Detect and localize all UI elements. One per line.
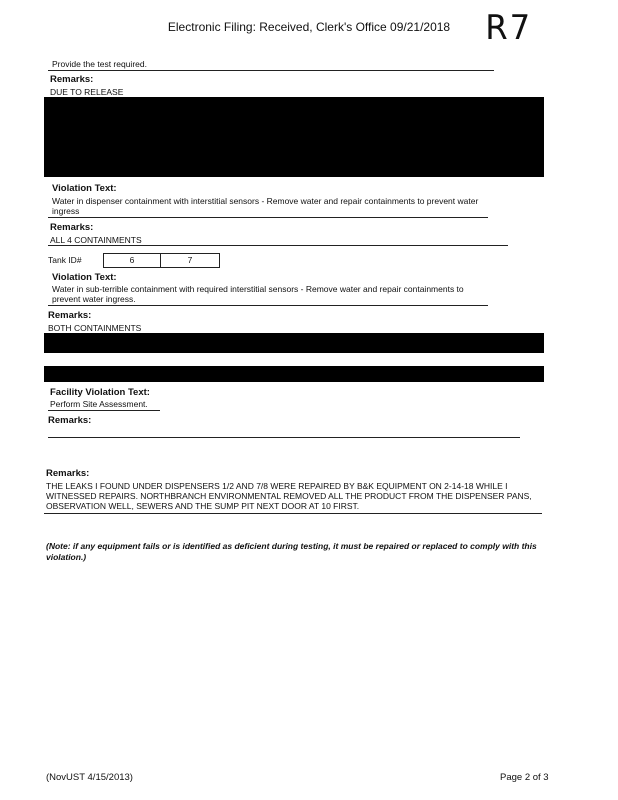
remarks-text: BOTH CONTAINMENTS: [48, 323, 142, 333]
remarks-text: ALL 4 CONTAINMENTS: [50, 235, 142, 245]
remarks-label: Remarks:: [50, 74, 94, 85]
footer-form-id: (NovUST 4/15/2013): [46, 772, 133, 783]
top-line-text: Provide the test required.: [52, 59, 147, 69]
violation-label: Violation Text:: [52, 183, 117, 194]
facility-violation-label: Facility Violation Text:: [50, 387, 150, 398]
remarks-label: Remarks:: [50, 222, 94, 233]
divider: [48, 410, 160, 411]
tank-id-cell: 6: [103, 253, 161, 268]
facility-violation-text: Perform Site Assessment.: [50, 399, 148, 409]
remarks-text: DUE TO RELEASE: [50, 87, 124, 97]
remarks-label: Remarks:: [46, 468, 90, 479]
remarks-text: THE LEAKS I FOUND UNDER DISPENSERS 1/2 AND 7/8 WERE REPAIRED BY B&K EQUIPMENT ON 2-14-18 WHILE I WITNESSED REPAIRS. NORTHBRANCH ENVIRONMENTAL REMOVED ALL THE PRODUCT FROM THE DISPENSER PANS, OBSERVATION WELL, SEWERS AND THE SUMP PIT NEXT DOOR AT 10 FIRST.: [46, 481, 532, 511]
filing-header: Electronic Filing: Received, Clerk's Office 09/21/2018: [167, 20, 451, 34]
exhibit-mark: R7: [485, 8, 533, 48]
redaction-block: [44, 366, 544, 382]
divider: [48, 70, 494, 71]
violation-label: Violation Text:: [52, 272, 117, 283]
divider: [48, 305, 488, 306]
remarks-label: Remarks:: [48, 310, 92, 321]
divider: [48, 437, 520, 438]
violation-text: Water in dispenser containment with interstitial sensors - Remove water and repair containments to prevent water ingress: [52, 196, 479, 216]
redaction-block: [44, 333, 544, 353]
footer-page-number: Page 2 of 3: [500, 772, 549, 783]
tank-id-cell: 7: [160, 253, 220, 268]
violation-text: Water in sub-terrible containment with required interstitial sensors - Remove water and repair containments to prevent water ingress.: [52, 284, 464, 304]
divider: [48, 217, 488, 218]
divider: [44, 513, 542, 514]
redaction-block: [44, 97, 544, 177]
tank-id-label: Tank ID#: [48, 255, 82, 265]
divider: [48, 245, 508, 246]
remarks-label: Remarks:: [48, 415, 92, 426]
note-text: (Note: if any equipment fails or is identified as deficient during testing, it must be repaired or replaced to comply with this violation.): [46, 541, 537, 562]
